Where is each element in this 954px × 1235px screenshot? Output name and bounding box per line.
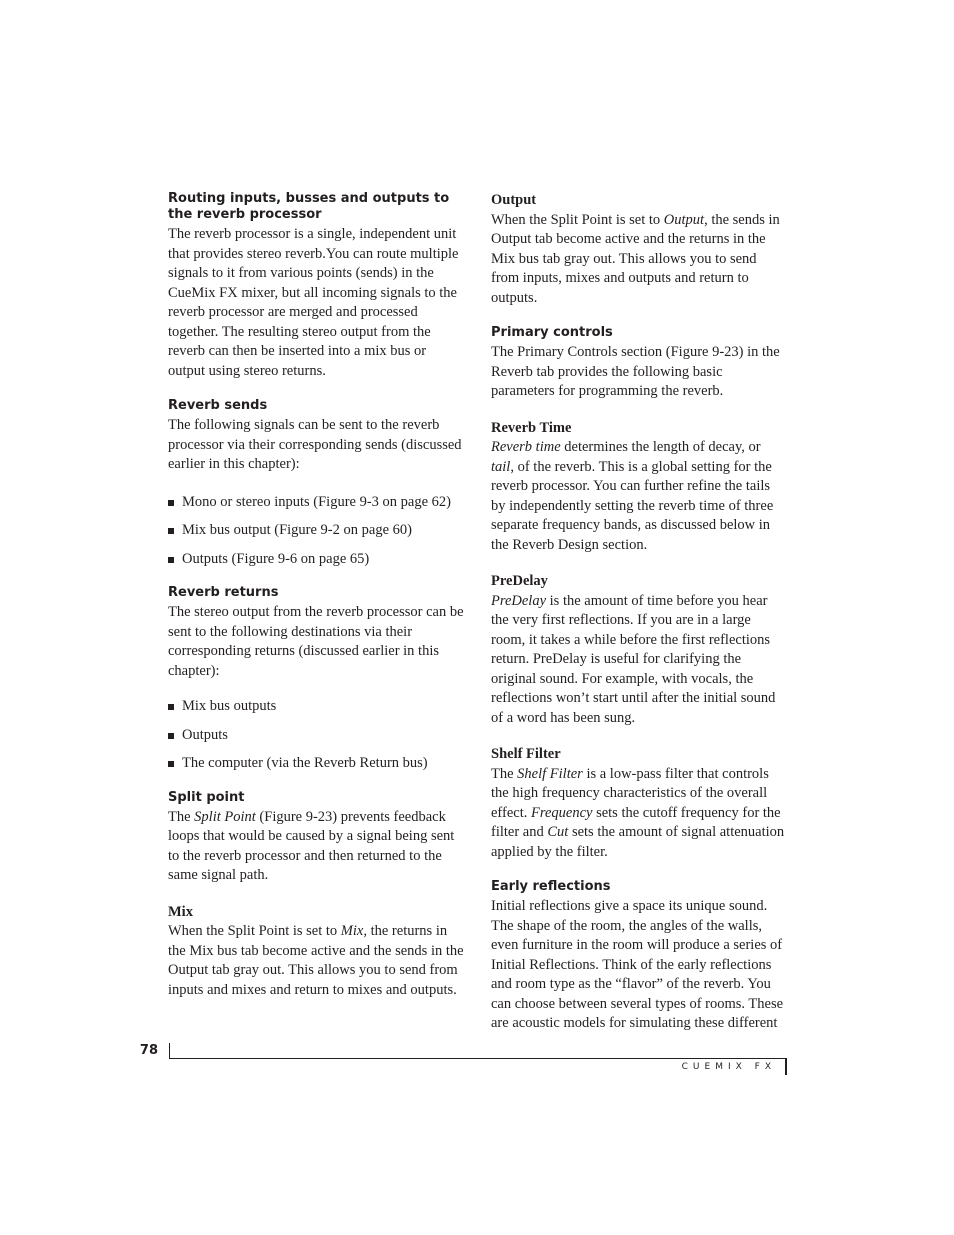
section-shelf-filter <box>491 745 787 862</box>
split-point-body: The Split Point (Figure 9-23) prevents feedback loops that would be caused by a signal being sent to the reverb processor and then returned to the same signal path. <box>168 808 455 883</box>
bullet-icon <box>168 500 174 506</box>
reverb-sends-heading: Reverb sends <box>168 398 268 413</box>
reverb-time-heading: Reverb Time <box>491 419 572 436</box>
section-reverb-sends <box>168 398 464 475</box>
split-point-heading: Split point <box>168 789 245 805</box>
primary-controls-heading: Primary controls <box>491 325 613 340</box>
bullet-icon <box>168 528 174 534</box>
list-item: The computer (via the Reverb Return bus) <box>168 754 464 774</box>
output-body: When the Split Point is set to Output, the sends in Output tab become active and the returns in the Mix bus tab gray out. This allows you to send from inputs, mixes and outputs and return to outputs. <box>491 211 780 306</box>
mix-body: When the Split Point is set to Mix, the returns in the Mix bus tab become active and the sends in the Output tab gray out. This allows you to send from inputs and mixes and return to mixes and outputs. <box>168 923 464 998</box>
page-number: 78 <box>139 1043 158 1058</box>
list-item: Outputs (Figure 9-6 on page 65) <box>168 550 464 570</box>
reverb-sends-list <box>168 493 464 570</box>
section-routing <box>168 191 464 381</box>
reverb-sends-body: The following signals can be sent to the reverb processor via their corresponding sends (discussed earlier in this chapter): <box>168 417 462 472</box>
bullet-icon <box>168 761 174 767</box>
left-column <box>168 191 464 1017</box>
reverb-returns-heading: Reverb returns <box>168 585 279 600</box>
list-item: Outputs <box>168 726 464 746</box>
section-split-point <box>168 790 464 886</box>
predelay-body: PreDelay is the amount of time before you hear the very first reflections. If you are in a large room, it takes a while before the first reflections return. PreDelay is useful for clarifying the original sound. For example, with vocals, the reflections won’t start until after the initial sound of a word has been sung. <box>491 592 776 726</box>
bullet-icon <box>168 704 174 710</box>
list-item: Mix bus output (Figure 9-2 on page 60) <box>168 521 464 541</box>
section-mix <box>168 903 464 1001</box>
section-reverb-returns <box>168 585 464 681</box>
reverb-returns-body: The stereo output from the reverb processor can be sent to the following destinations via their corresponding returns (discussed earlier in this chapter): <box>168 604 464 679</box>
section-output <box>491 191 787 308</box>
running-footer-title: CUEMIX FX <box>681 1062 776 1072</box>
section-predelay <box>491 572 787 728</box>
reverb-time-body: Reverb time determines the length of decay, or tail, of the reverb. This is a global setting for the reverb processor. You can further refine the tails by independently setting the reverb time of three separate frequency bands, as discussed below in the Reverb Design section. <box>491 439 774 553</box>
bullet-icon <box>168 733 174 739</box>
early-reflections-heading: Early reflections <box>491 879 611 894</box>
list-item: Mix bus outputs <box>168 697 464 717</box>
output-heading: Output <box>491 192 537 208</box>
predelay-heading: PreDelay <box>491 573 548 589</box>
reverb-returns-list <box>168 697 464 774</box>
folio-rule-vertical <box>169 1043 170 1059</box>
section-primary-controls <box>491 325 787 402</box>
running-footer-rule <box>785 1058 787 1075</box>
bullet-icon <box>168 557 174 563</box>
right-column <box>491 191 787 1051</box>
routing-heading: Routing inputs, busses and outputs to the reverb processor <box>168 191 450 222</box>
primary-controls-body: The Primary Controls section (Figure 9-23) in the Reverb tab provides the following basic parameters for programming the reverb. <box>491 344 780 399</box>
shelf-filter-heading: Shelf Filter <box>491 746 561 762</box>
section-early-reflections <box>491 879 787 1034</box>
routing-body: The reverb processor is a single, independent unit that provides stereo reverb.You can route multiple signals to it from various points (sends) in the CueMix FX mixer, but all incoming signals to the reverb processor are merged and processed together. The resulting stereo output from the reverb can then be inserted into a mix bus or output using stereo returns. <box>168 226 459 379</box>
section-reverb-time <box>491 419 787 556</box>
early-reflections-body: Initial reflections give a space its unique sound. The shape of the room, the angles of the walls, even furniture in the room will produce a series of Initial Reflections. Think of the early reflections and room type as the “flavor” of the reverb. You can choose between several types of rooms. These are acoustic models for simulating these different <box>491 898 784 1031</box>
folio-rule-horizontal <box>169 1058 787 1059</box>
list-item: Mono or stereo inputs (Figure 9-3 on page 62) <box>168 493 464 513</box>
shelf-filter-body: The Shelf Filter is a low-pass filter that controls the high frequency characteristics of the overall effect. Frequency sets the cutoff frequency for the filter and Cut sets the amount of signal attenuation applied by the filter. <box>491 765 785 860</box>
mix-heading: Mix <box>168 903 193 920</box>
